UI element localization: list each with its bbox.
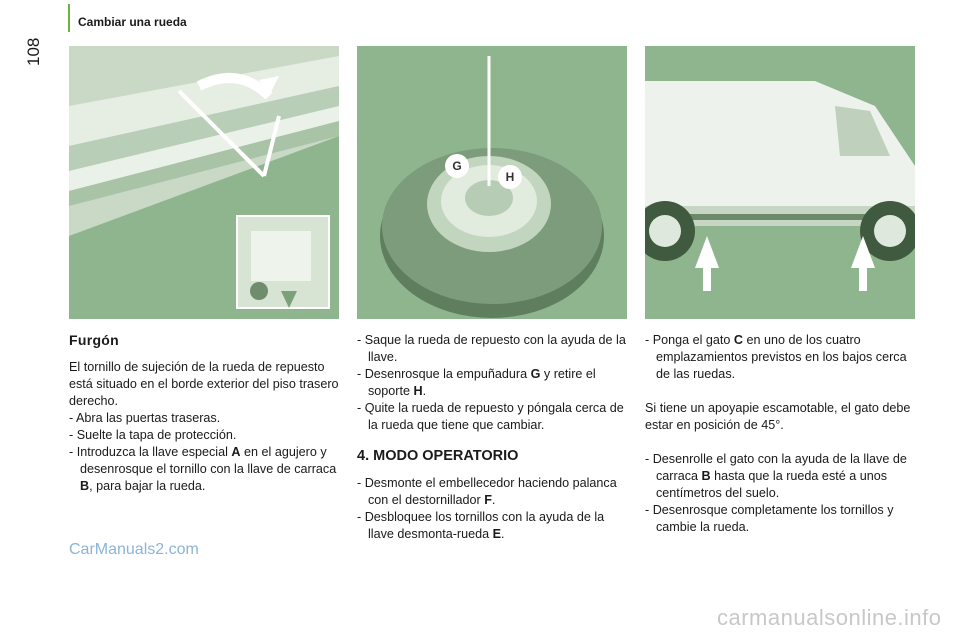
step-change-wheel: - Desenrosque completamente los tornillos y cambie la rueda.: [645, 503, 894, 534]
step-place-jack: - Ponga el gato C en uno de los cuatro emplazamientos previstos en los bajos cerca de las ruedas.: [645, 333, 907, 381]
step-insert-key: - Introduzca la llave especial A en el agujero y desenrosque el tornillo con la llave de carraca B, para bajar la rueda.: [69, 445, 337, 493]
figure-spare-wheel: [357, 46, 627, 319]
note-footrest: Si tiene un apoyapie escamotable, el gato debe estar en posición de 45°.: [645, 401, 911, 432]
heading-furgon: Furgón: [69, 332, 120, 348]
column-remove-spare: [357, 332, 632, 543]
section-marker-bar: [68, 4, 70, 32]
column-furgon: [69, 332, 344, 495]
figure-van-illustration: [645, 46, 915, 319]
section-title: Cambiar una rueda: [78, 15, 187, 29]
step-remove-trim: - Desmonte el embellecedor haciendo palanca con el destornillador F.: [357, 476, 617, 507]
step-release-cover: - Suelte la tapa de protección.: [69, 428, 237, 442]
step-raise-jack: - Desenrolle el gato con la ayuda de la llave de carraca B hasta que la rueda esté a unos centímetros del suelo.: [645, 452, 907, 500]
page-number: 108: [24, 37, 43, 66]
watermark-carmanualsonline[interactable]: carmanualsonline.info: [717, 605, 942, 630]
intro-paragraph: El tornillo de sujeción de la rueda de repuesto está situado en el borde exterior del piso trasero derecho.: [69, 360, 339, 408]
figure-spare-wheel-illustration: [357, 46, 627, 319]
step-unscrew-handle: - Desenrosque la empuñadura G y retire el soporte H.: [357, 367, 596, 398]
step-open-doors: - Abra las puertas traseras.: [69, 411, 221, 425]
step-place-spare: - Quite la rueda de repuesto y póngala cerca de la rueda que tiene que cambiar.: [357, 401, 624, 432]
figure-spare-wheel-bolt: [69, 46, 339, 319]
heading-modo-operatorio: 4. MODO OPERATORIO: [357, 448, 519, 464]
watermark-carmanuals2[interactable]: CarManuals2.com: [69, 541, 199, 558]
label-g: G: [452, 159, 462, 173]
figure-spare-wheel-bolt-illustration: [69, 46, 339, 319]
column-jack: [645, 332, 920, 536]
figure-van-jack-points: [645, 46, 915, 319]
label-h: H: [505, 170, 515, 184]
step-take-out-spare: - Saque la rueda de repuesto con la ayuda de la llave.: [357, 333, 626, 364]
step-loosen-bolts: - Desbloquee los tornillos con la ayuda de la llave desmonta-rueda E.: [357, 510, 605, 541]
